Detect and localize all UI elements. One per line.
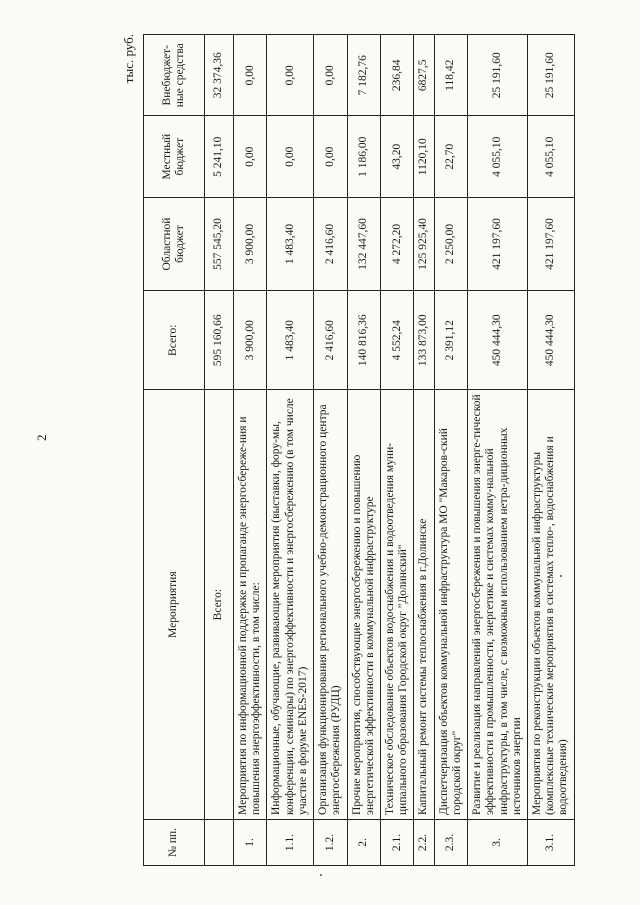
cell-event: Мероприятия по реконструкции объектов коммунальной инфраструктуры (комплексные технические мероприятия в системах тепло-, водоснабжения и водоотведения) [527,390,574,820]
header-event: Мероприятия [144,390,205,820]
cell-regional: 1 483,40 [267,197,314,290]
cell-regional: 125 925,40 [414,197,434,290]
table-row [234,35,267,866]
cell-local: 4 055,10 [468,116,528,197]
cell-total: 3 900,00 [234,291,267,390]
cell-event: Диспетчеризация объектов коммунальной инфраструктура МО "Макаров-ский городской округ" [434,390,467,820]
cell-num: 3. [468,819,528,865]
header-regional: Областной бюджет [144,197,205,290]
cell-total: 1 483,40 [267,291,314,390]
table-row [267,35,314,866]
cell-num: 2.3. [434,819,467,865]
cell-regional: 132 447,60 [347,197,380,290]
cell-extra: 236,84 [380,35,413,116]
table-row [527,35,574,866]
table-row [434,35,467,866]
header-local: Местный бюджет [144,116,205,197]
scan-speck [320,874,322,876]
cell-num: 2.2. [414,819,434,865]
header-row [144,35,205,866]
cell-event: Мероприятия по информационной поддержке и пропаганде энергосбереже-ния и повышения энергоэффективности, в том числе: [234,390,267,820]
cell-regional: 3 900,00 [234,197,267,290]
cell-event: Развитие и реализация направлений энергосбережения и повышения энерге-тической эффективности в промышленности, энергетике и системах комму-нальной инфраструктуры, в том числе, с возможным использованием нетра-диционных источников энергии [468,390,528,820]
cell-extra: 6827,5 [414,35,434,116]
cell-total: 450 444,30 [527,291,574,390]
table-row [347,35,380,866]
cell-event: Техническое обследование объектов водоснабжения и водоотведения муни-ципального образования Городской округ "Долинский" [380,390,413,820]
cell-num: 1.1. [267,819,314,865]
cell-extra: 0,00 [314,35,347,116]
cell-total: 133 873,00 [414,291,434,390]
table-row [468,35,528,866]
cell-extra: 0,00 [267,35,314,116]
cell-num: 3.1. [527,819,574,865]
cell-regional: 2 250,00 [434,197,467,290]
cell-local: 22,70 [434,116,467,197]
table-row [380,35,413,866]
cell-total: 4 552,24 [380,291,413,390]
cell-local: 1 186,00 [347,116,380,197]
header-total: Всего: [144,291,205,390]
cell-regional: 421 197,60 [468,197,528,290]
grand-total-num [205,819,234,865]
grand-total-label: Всего: [205,390,234,820]
cell-local: 0,00 [314,116,347,197]
grand-total-total: 595 160,66 [205,291,234,390]
cell-local: 0,00 [234,116,267,197]
grand-total-local: 5 241,10 [205,116,234,197]
cell-num: 2.1. [380,819,413,865]
cell-event: Капитальный ремонт системы теплоснабжения в г.Долинске [414,390,434,820]
cell-total: 2 416,60 [314,291,347,390]
cell-regional: 4 272,20 [380,197,413,290]
cell-total: 2 391,12 [434,291,467,390]
cell-total: 140 816,36 [347,291,380,390]
grand-total-regional: 557 545,20 [205,197,234,290]
header-num: № пп. [144,819,205,865]
cell-local: 1120,10 [414,116,434,197]
table-row [414,35,434,866]
scan-speck [560,575,562,577]
grand-total-extra: 32 374,36 [205,35,234,116]
header-extra: Внебюджет-ные средства [144,35,205,116]
cell-extra: 7 182,76 [347,35,380,116]
page-number: 2 [34,434,49,441]
cell-total: 450 444,30 [468,291,528,390]
cell-num: 1.2. [314,819,347,865]
cell-extra: 118,42 [434,35,467,116]
cell-local: 43,20 [380,116,413,197]
cell-num: 2. [347,819,380,865]
cell-extra: 25 191,60 [527,35,574,116]
cell-extra: 25 191,60 [468,35,528,116]
cell-regional: 2 416,60 [314,197,347,290]
cell-event: Прочие мероприятия, способствующие энергосбережению и повышению энергетической эффективности в коммунальной инфраструктуре [347,390,380,820]
budget-table-sheet [121,34,608,866]
cell-event: Информационные, обучающие, развивающие мероприятия (выставки, фору-мы, конференции, семинары) по энергоэффективности и энергосбережению (в том числе участие в форуме ENES-2017) [267,390,314,820]
units-label: тыс. руб. [121,34,136,84]
cell-extra: 0,00 [234,35,267,116]
cell-event: Организация функционирования регионального учебно-демонстрационного центра энергосбережения (РУДЦ) [314,390,347,820]
cell-local: 4 055,10 [527,116,574,197]
cell-num: 1. [234,819,267,865]
table-row [314,35,347,866]
cell-local: 0,00 [267,116,314,197]
budget-table [143,34,575,866]
grand-total-row [205,35,234,866]
cell-regional: 421 197,60 [527,197,574,290]
